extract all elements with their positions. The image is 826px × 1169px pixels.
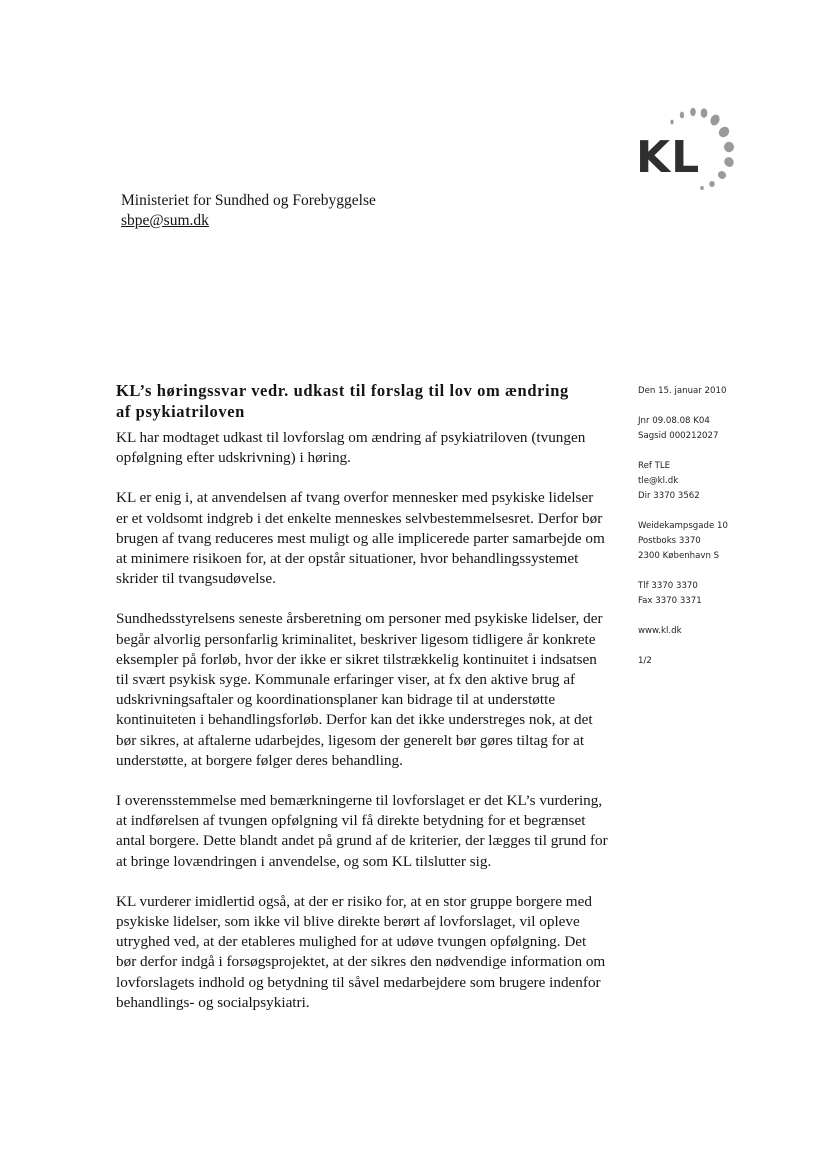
letter-body (116, 428, 608, 1033)
body-paragraph: I overensstemmelse med bemærkningerne til lovforslaget er det KL’s vurdering, at indførelsen af tvungen opfølgning vil få direkte betydning for et begrænset antal borgere. Dette blandt andet på grund af de kriterier, der lægges til grund for at bringe lovændringen i anvendelse, og som KL tilslutter sig. (116, 792, 608, 870)
body-paragraph: KL har modtaget udkast til lovforslag om ændring af psykiatriloven (tvungen opfølgning efter udskrivning) i høring. (116, 429, 586, 467)
kl-logo (632, 100, 752, 195)
phone: Tlf 3370 3370 (638, 581, 698, 591)
body-paragraph: Sundhedsstyrelsens seneste årsberetning om personer med psykiske lidelser, der begår alvorlig personfarlig kriminalitet, beskriver ligesom tidligere år konkrete eksempler på forløb, hvor der ikke er sikret tilstrækkelig kontinuitet i indsatsen til svært psykisk syge. Kommunale erfaringer viser, at fx den aktive brug af udskrivningsaftaler og koordinationsplaner kan bidrage til at understøtte kontinuiteten i behandlingsforløb. Derfor kan det ikke understreges nok, at det bør sikres, at aftalerne udarbejdes, ligesom der generelt bør gøres tiltag for at understøtte, at borgere følger deres behandling. (116, 610, 603, 769)
letter-date: Den 15. januar 2010 (638, 386, 727, 396)
address-postbox: Postboks 3370 (638, 536, 701, 546)
address-street: Weidekampsgade 10 (638, 521, 728, 531)
sender-info-sidebar (638, 384, 788, 684)
journal-number: Jnr 09.08.08 K04 (638, 416, 710, 426)
logo-text: KL (636, 132, 701, 183)
sender-email-link[interactable]: tle@kl.dk (638, 476, 679, 486)
recipient-email-link[interactable]: sbpe@sum.dk (121, 212, 209, 229)
page-number: 1/2 (638, 656, 652, 666)
body-paragraph: KL vurderer imidlertid også, at der er risiko for, at en stor gruppe borgere med psykiske lidelser, som ikke vil blive direkte berørt af lovforslaget, vil opleve utryghed ved, at der etableres mulighed for at udøve tvungen opfølgning. Det bør derfor indgå i forsøgsprojektet, at der sikres den nødvendige information om lovforslagets indhold og betydning til såvel medarbejdere som brugere indenfor behandlings- og socialpsykiatri. (116, 892, 606, 1011)
reference: Ref TLE (638, 461, 671, 471)
website-link[interactable]: www.kl.dk (638, 626, 682, 636)
recipient-block (121, 191, 376, 231)
address-city: 2300 København S (638, 551, 720, 561)
letter-heading: KL’s høringssvar vedr. udkast til forslag til lov om ændring af psykiatriloven (116, 381, 569, 421)
body-paragraph: KL er enig i, at anvendelsen af tvang overfor mennesker med psykiske lidelser er et voldsomt indgreb i det enkelte menneskes selvbestemmelsesret. Derfor bør brugen af tvang reduceres mest muligt og alle implicerede parter samarbejde om at minimere risikoen for, at der opstår situationer, hvor behandlingssystemet skrider til tvangsudøvelse. (116, 489, 605, 588)
direct-phone: Dir 3370 3562 (638, 491, 700, 501)
case-id: Sagsid 000212027 (638, 431, 719, 441)
fax: Fax 3370 3371 (638, 596, 702, 606)
recipient-name: Ministeriet for Sundhed og Forebyggelse (121, 192, 376, 209)
